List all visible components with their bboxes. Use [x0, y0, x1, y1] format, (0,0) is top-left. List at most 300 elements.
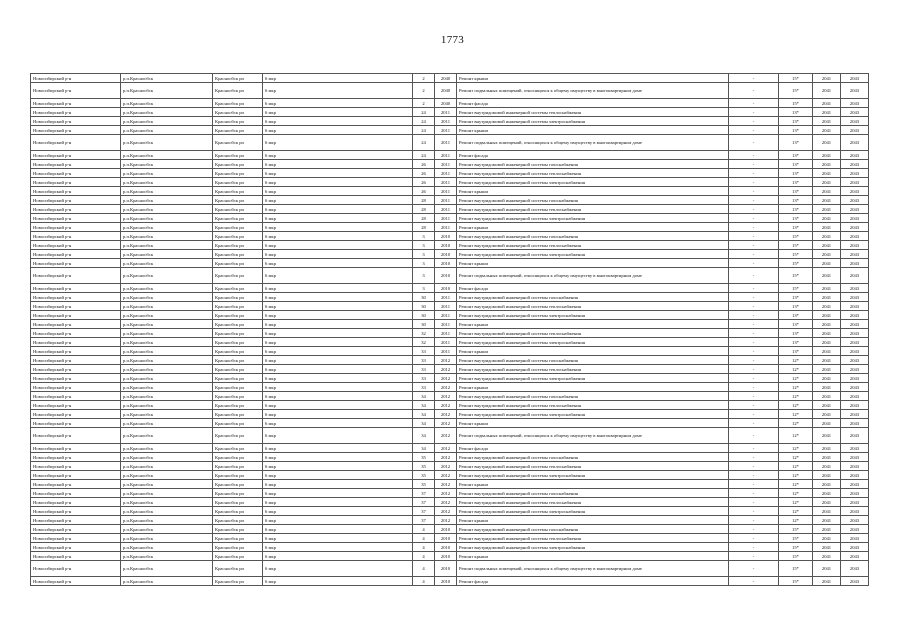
cell-year: 2010: [435, 534, 457, 543]
cell-house: 33: [413, 374, 435, 383]
cell-house: 30: [413, 311, 435, 320]
cell-street: Краснообск рп: [213, 419, 263, 428]
cell-street: Краснообск рп: [213, 223, 263, 232]
cell-period: 12*: [779, 507, 813, 516]
cell-work: Ремонт внутридомовой инженерной системы газоснабжения: [457, 392, 729, 401]
cell-work: Ремонт внутридомовой инженерной системы электроснабжения: [457, 374, 729, 383]
cell-dash: -: [729, 577, 779, 586]
cell-period: 12*: [779, 365, 813, 374]
cell-year: 2010: [435, 250, 457, 259]
cell-dash: -: [729, 552, 779, 561]
cell-year: 2010: [435, 525, 457, 534]
cell-from: 2041: [813, 401, 841, 410]
cell-dash: -: [729, 151, 779, 160]
cell-to: 2043: [841, 347, 869, 356]
cell-to: 2043: [841, 392, 869, 401]
cell-year: 2012: [435, 444, 457, 453]
cell-dash: -: [729, 543, 779, 552]
cell-house: 34: [413, 410, 435, 419]
cell-period: 13*: [779, 169, 813, 178]
cell-kind: 6 мкр: [263, 392, 413, 401]
cell-street: Краснообск рп: [213, 160, 263, 169]
cell-street: Краснообск рп: [213, 525, 263, 534]
cell-settlement: р.п.Краснообск: [121, 498, 213, 507]
cell-settlement: р.п.Краснообск: [121, 160, 213, 169]
cell-settlement: р.п.Краснообск: [121, 453, 213, 462]
cell-street: Краснообск рп: [213, 516, 263, 525]
cell-from: 2041: [813, 552, 841, 561]
cell-dash: -: [729, 160, 779, 169]
cell-period: 12*: [779, 383, 813, 392]
cell-to: 2043: [841, 108, 869, 117]
cell-kind: 6 мкр: [263, 250, 413, 259]
table-row: [31, 401, 869, 410]
cell-year: 2010: [435, 284, 457, 293]
cell-dash: -: [729, 187, 779, 196]
cell-to: 2043: [841, 196, 869, 205]
cell-district: Новосибирский р-н: [31, 552, 121, 561]
cell-period: 13*: [779, 223, 813, 232]
cell-from: 2041: [813, 117, 841, 126]
cell-settlement: р.п.Краснообск: [121, 428, 213, 444]
cell-year: 2011: [435, 151, 457, 160]
cell-dash: -: [729, 453, 779, 462]
cell-kind: 6 мкр: [263, 214, 413, 223]
cell-period: 15*: [779, 83, 813, 99]
cell-to: 2043: [841, 516, 869, 525]
table-row: [31, 453, 869, 462]
cell-work: Ремонт внутридомовой инженерной системы электроснабжения: [457, 178, 729, 187]
cell-district: Новосибирский р-н: [31, 401, 121, 410]
cell-work: Ремонт фасада: [457, 284, 729, 293]
cell-dash: -: [729, 401, 779, 410]
cell-kind: 6 мкр: [263, 401, 413, 410]
cell-settlement: р.п.Краснообск: [121, 507, 213, 516]
cell-kind: 6 мкр: [263, 320, 413, 329]
cell-year: 2011: [435, 178, 457, 187]
cell-dash: -: [729, 374, 779, 383]
cell-house: 30: [413, 320, 435, 329]
cell-house: 24: [413, 108, 435, 117]
cell-settlement: р.п.Краснообск: [121, 214, 213, 223]
cell-to: 2043: [841, 419, 869, 428]
table-row: [31, 151, 869, 160]
cell-house: 37: [413, 489, 435, 498]
table-row: [31, 117, 869, 126]
cell-settlement: р.п.Краснообск: [121, 516, 213, 525]
cell-street: Краснообск рп: [213, 241, 263, 250]
cell-house: 32: [413, 329, 435, 338]
cell-work: Ремонт внутридомовой инженерной системы теплоснабжения: [457, 534, 729, 543]
cell-work: Ремонт внутридомовой инженерной системы электроснабжения: [457, 507, 729, 516]
cell-district: Новосибирский р-н: [31, 160, 121, 169]
cell-dash: -: [729, 259, 779, 268]
cell-district: Новосибирский р-н: [31, 320, 121, 329]
cell-period: 13*: [779, 126, 813, 135]
table-row: [31, 178, 869, 187]
cell-kind: 6 мкр: [263, 205, 413, 214]
table-row: [31, 489, 869, 498]
table-row: [31, 268, 869, 284]
cell-from: 2041: [813, 507, 841, 516]
cell-street: Краснообск рп: [213, 410, 263, 419]
cell-dash: -: [729, 480, 779, 489]
cell-street: Краснообск рп: [213, 356, 263, 365]
cell-period: 12*: [779, 480, 813, 489]
cell-district: Новосибирский р-н: [31, 329, 121, 338]
cell-house: 24: [413, 151, 435, 160]
cell-period: 15*: [779, 259, 813, 268]
cell-work: Ремонт внутридомовой инженерной системы газоснабжения: [457, 160, 729, 169]
cell-settlement: р.п.Краснообск: [121, 338, 213, 347]
cell-dash: -: [729, 347, 779, 356]
cell-dash: -: [729, 302, 779, 311]
cell-kind: 6 мкр: [263, 108, 413, 117]
cell-year: 2012: [435, 498, 457, 507]
table-row: [31, 338, 869, 347]
cell-house: 33: [413, 383, 435, 392]
cell-dash: -: [729, 471, 779, 480]
table-row: [31, 577, 869, 586]
cell-settlement: р.п.Краснообск: [121, 187, 213, 196]
cell-dash: -: [729, 534, 779, 543]
cell-settlement: р.п.Краснообск: [121, 205, 213, 214]
cell-period: 13*: [779, 214, 813, 223]
cell-to: 2043: [841, 311, 869, 320]
cell-dash: -: [729, 250, 779, 259]
cell-street: Краснообск рп: [213, 320, 263, 329]
cell-house: 24: [413, 135, 435, 151]
cell-house: 34: [413, 392, 435, 401]
cell-period: 12*: [779, 374, 813, 383]
cell-district: Новосибирский р-н: [31, 577, 121, 586]
cell-to: 2043: [841, 99, 869, 108]
cell-dash: -: [729, 223, 779, 232]
cell-house: 33: [413, 347, 435, 356]
cell-kind: 6 мкр: [263, 151, 413, 160]
cell-year: 2012: [435, 401, 457, 410]
cell-street: Краснообск рп: [213, 489, 263, 498]
cell-kind: 6 мкр: [263, 480, 413, 489]
cell-street: Краснообск рп: [213, 169, 263, 178]
cell-to: 2043: [841, 471, 869, 480]
cell-to: 2043: [841, 126, 869, 135]
cell-kind: 6 мкр: [263, 117, 413, 126]
cell-dash: -: [729, 507, 779, 516]
cell-work: Ремонт внутридомовой инженерной системы теплоснабжения: [457, 241, 729, 250]
cell-dash: -: [729, 462, 779, 471]
cell-to: 2043: [841, 302, 869, 311]
cell-period: 15*: [779, 268, 813, 284]
cell-district: Новосибирский р-н: [31, 356, 121, 365]
cell-house: 35: [413, 471, 435, 480]
cell-settlement: р.п.Краснообск: [121, 401, 213, 410]
table-row: [31, 196, 869, 205]
cell-dash: -: [729, 169, 779, 178]
cell-to: 2043: [841, 525, 869, 534]
cell-period: 12*: [779, 428, 813, 444]
cell-to: 2043: [841, 268, 869, 284]
cell-house: 28: [413, 205, 435, 214]
cell-year: 2011: [435, 205, 457, 214]
cell-street: Краснообск рп: [213, 196, 263, 205]
cell-district: Новосибирский р-н: [31, 293, 121, 302]
cell-year: 2011: [435, 338, 457, 347]
cell-house: 35: [413, 462, 435, 471]
cell-year: 2011: [435, 320, 457, 329]
cell-house: 3: [413, 284, 435, 293]
cell-to: 2043: [841, 320, 869, 329]
cell-year: 2012: [435, 480, 457, 489]
cell-to: 2043: [841, 489, 869, 498]
table-row: [31, 302, 869, 311]
cell-year: 2040: [435, 83, 457, 99]
cell-work: Ремонт внутридомовой инженерной системы теплоснабжения: [457, 462, 729, 471]
cell-dash: -: [729, 444, 779, 453]
cell-dash: -: [729, 489, 779, 498]
cell-district: Новосибирский р-н: [31, 410, 121, 419]
cell-from: 2041: [813, 126, 841, 135]
cell-district: Новосибирский р-н: [31, 135, 121, 151]
cell-to: 2043: [841, 241, 869, 250]
cell-year: 2010: [435, 241, 457, 250]
cell-street: Краснообск рп: [213, 561, 263, 577]
cell-street: Краснообск рп: [213, 126, 263, 135]
table-row: [31, 462, 869, 471]
cell-house: 3: [413, 232, 435, 241]
cell-year: 2012: [435, 489, 457, 498]
table-row: [31, 356, 869, 365]
cell-street: Краснообск рп: [213, 543, 263, 552]
cell-street: Краснообск рп: [213, 214, 263, 223]
cell-work: Ремонт внутридомовой инженерной системы газоснабжения: [457, 196, 729, 205]
cell-work: Ремонт внутридомовой инженерной системы электроснабжения: [457, 250, 729, 259]
cell-year: 2012: [435, 419, 457, 428]
table-row: [31, 83, 869, 99]
table-body: [31, 74, 869, 586]
cell-work: Ремонт внутридомовой инженерной системы электроснабжения: [457, 214, 729, 223]
cell-period: 12*: [779, 401, 813, 410]
cell-street: Краснообск рп: [213, 311, 263, 320]
cell-house: 26: [413, 187, 435, 196]
cell-kind: 6 мкр: [263, 196, 413, 205]
cell-period: 13*: [779, 338, 813, 347]
cell-settlement: р.п.Краснообск: [121, 302, 213, 311]
cell-house: 2: [413, 99, 435, 108]
cell-kind: 6 мкр: [263, 453, 413, 462]
cell-house: 28: [413, 223, 435, 232]
cell-work: Ремонт крыши: [457, 126, 729, 135]
cell-year: 2011: [435, 293, 457, 302]
cell-kind: 6 мкр: [263, 356, 413, 365]
cell-kind: 6 мкр: [263, 561, 413, 577]
cell-settlement: р.п.Краснообск: [121, 320, 213, 329]
cell-year: 2012: [435, 507, 457, 516]
cell-settlement: р.п.Краснообск: [121, 392, 213, 401]
cell-period: 15*: [779, 525, 813, 534]
cell-from: 2041: [813, 135, 841, 151]
cell-kind: 6 мкр: [263, 516, 413, 525]
table-row: [31, 74, 869, 83]
cell-street: Краснообск рп: [213, 392, 263, 401]
cell-work: Ремонт внутридомовой инженерной системы теплоснабжения: [457, 401, 729, 410]
cell-to: 2043: [841, 169, 869, 178]
cell-settlement: р.п.Краснообск: [121, 284, 213, 293]
cell-period: 13*: [779, 135, 813, 151]
cell-district: Новосибирский р-н: [31, 462, 121, 471]
cell-year: 2011: [435, 311, 457, 320]
cell-dash: -: [729, 74, 779, 83]
cell-district: Новосибирский р-н: [31, 347, 121, 356]
cell-from: 2041: [813, 259, 841, 268]
cell-from: 2041: [813, 374, 841, 383]
table-row: [31, 365, 869, 374]
cell-year: 2012: [435, 392, 457, 401]
cell-settlement: р.п.Краснообск: [121, 374, 213, 383]
cell-work: Ремонт внутридомовой инженерной системы теплоснабжения: [457, 498, 729, 507]
cell-district: Новосибирский р-н: [31, 516, 121, 525]
cell-to: 2043: [841, 151, 869, 160]
cell-from: 2041: [813, 329, 841, 338]
cell-settlement: р.п.Краснообск: [121, 561, 213, 577]
cell-work: Ремонт подвальных помещений, относящихся к общему имуществу в многоквартирном доме: [457, 428, 729, 444]
cell-work: Ремонт крыши: [457, 552, 729, 561]
cell-kind: 6 мкр: [263, 338, 413, 347]
cell-to: 2043: [841, 232, 869, 241]
cell-kind: 6 мкр: [263, 498, 413, 507]
cell-kind: 6 мкр: [263, 126, 413, 135]
table-row: [31, 169, 869, 178]
cell-kind: 6 мкр: [263, 489, 413, 498]
cell-year: 2010: [435, 561, 457, 577]
cell-house: 26: [413, 160, 435, 169]
cell-period: 12*: [779, 462, 813, 471]
table-row: [31, 135, 869, 151]
cell-to: 2043: [841, 534, 869, 543]
cell-work: Ремонт фасада: [457, 151, 729, 160]
table-row: [31, 205, 869, 214]
cell-work: Ремонт внутридомовой инженерной системы газоснабжения: [457, 232, 729, 241]
cell-period: 13*: [779, 293, 813, 302]
cell-district: Новосибирский р-н: [31, 543, 121, 552]
cell-district: Новосибирский р-н: [31, 480, 121, 489]
table-row: [31, 561, 869, 577]
cell-street: Краснообск рп: [213, 284, 263, 293]
cell-year: 2012: [435, 374, 457, 383]
cell-district: Новосибирский р-н: [31, 471, 121, 480]
cell-settlement: р.п.Краснообск: [121, 223, 213, 232]
cell-work: Ремонт внутридомовой инженерной системы теплоснабжения: [457, 365, 729, 374]
cell-settlement: р.п.Краснообск: [121, 117, 213, 126]
cell-from: 2041: [813, 453, 841, 462]
cell-year: 2011: [435, 169, 457, 178]
cell-to: 2043: [841, 577, 869, 586]
cell-district: Новосибирский р-н: [31, 99, 121, 108]
cell-work: Ремонт крыши: [457, 383, 729, 392]
cell-year: 2011: [435, 329, 457, 338]
cell-dash: -: [729, 525, 779, 534]
cell-to: 2043: [841, 356, 869, 365]
cell-street: Краснообск рп: [213, 401, 263, 410]
cell-settlement: р.п.Краснообск: [121, 108, 213, 117]
cell-district: Новосибирский р-н: [31, 232, 121, 241]
cell-period: 12*: [779, 410, 813, 419]
cell-street: Краснообск рп: [213, 552, 263, 561]
cell-dash: -: [729, 410, 779, 419]
cell-settlement: р.п.Краснообск: [121, 135, 213, 151]
cell-district: Новосибирский р-н: [31, 338, 121, 347]
cell-period: 13*: [779, 117, 813, 126]
cell-settlement: р.п.Краснообск: [121, 419, 213, 428]
cell-settlement: р.п.Краснообск: [121, 489, 213, 498]
cell-settlement: р.п.Краснообск: [121, 83, 213, 99]
table-row: [31, 284, 869, 293]
cell-district: Новосибирский р-н: [31, 498, 121, 507]
cell-district: Новосибирский р-н: [31, 117, 121, 126]
cell-from: 2041: [813, 284, 841, 293]
cell-from: 2041: [813, 462, 841, 471]
cell-district: Новосибирский р-н: [31, 178, 121, 187]
cell-from: 2041: [813, 471, 841, 480]
cell-kind: 6 мкр: [263, 329, 413, 338]
cell-period: 15*: [779, 534, 813, 543]
cell-period: 15*: [779, 577, 813, 586]
cell-street: Краснообск рп: [213, 444, 263, 453]
table-row: [31, 232, 869, 241]
cell-street: Краснообск рп: [213, 453, 263, 462]
cell-period: 13*: [779, 347, 813, 356]
cell-period: 15*: [779, 250, 813, 259]
cell-from: 2041: [813, 311, 841, 320]
cell-house: 37: [413, 516, 435, 525]
cell-street: Краснообск рп: [213, 480, 263, 489]
table-row: [31, 250, 869, 259]
table-row: [31, 444, 869, 453]
cell-to: 2043: [841, 561, 869, 577]
cell-to: 2043: [841, 338, 869, 347]
cell-house: 35: [413, 453, 435, 462]
cell-district: Новосибирский р-н: [31, 444, 121, 453]
cell-district: Новосибирский р-н: [31, 383, 121, 392]
cell-settlement: р.п.Краснообск: [121, 552, 213, 561]
page-number: 1773: [440, 34, 465, 46]
cell-house: 32: [413, 338, 435, 347]
cell-to: 2043: [841, 259, 869, 268]
cell-from: 2041: [813, 205, 841, 214]
cell-district: Новосибирский р-н: [31, 187, 121, 196]
cell-from: 2041: [813, 320, 841, 329]
cell-house: 34: [413, 401, 435, 410]
cell-from: 2041: [813, 99, 841, 108]
table-row: [31, 259, 869, 268]
cell-period: 15*: [779, 74, 813, 83]
cell-from: 2041: [813, 383, 841, 392]
cell-period: 13*: [779, 302, 813, 311]
cell-from: 2041: [813, 187, 841, 196]
cell-settlement: р.п.Краснообск: [121, 356, 213, 365]
cell-house: 3: [413, 250, 435, 259]
cell-house: 35: [413, 480, 435, 489]
cell-district: Новосибирский р-н: [31, 151, 121, 160]
cell-kind: 6 мкр: [263, 347, 413, 356]
cell-from: 2041: [813, 108, 841, 117]
cell-from: 2041: [813, 74, 841, 83]
cell-to: 2043: [841, 74, 869, 83]
cell-kind: 6 мкр: [263, 365, 413, 374]
cell-work: Ремонт крыши: [457, 347, 729, 356]
cell-street: Краснообск рп: [213, 338, 263, 347]
cell-dash: -: [729, 135, 779, 151]
